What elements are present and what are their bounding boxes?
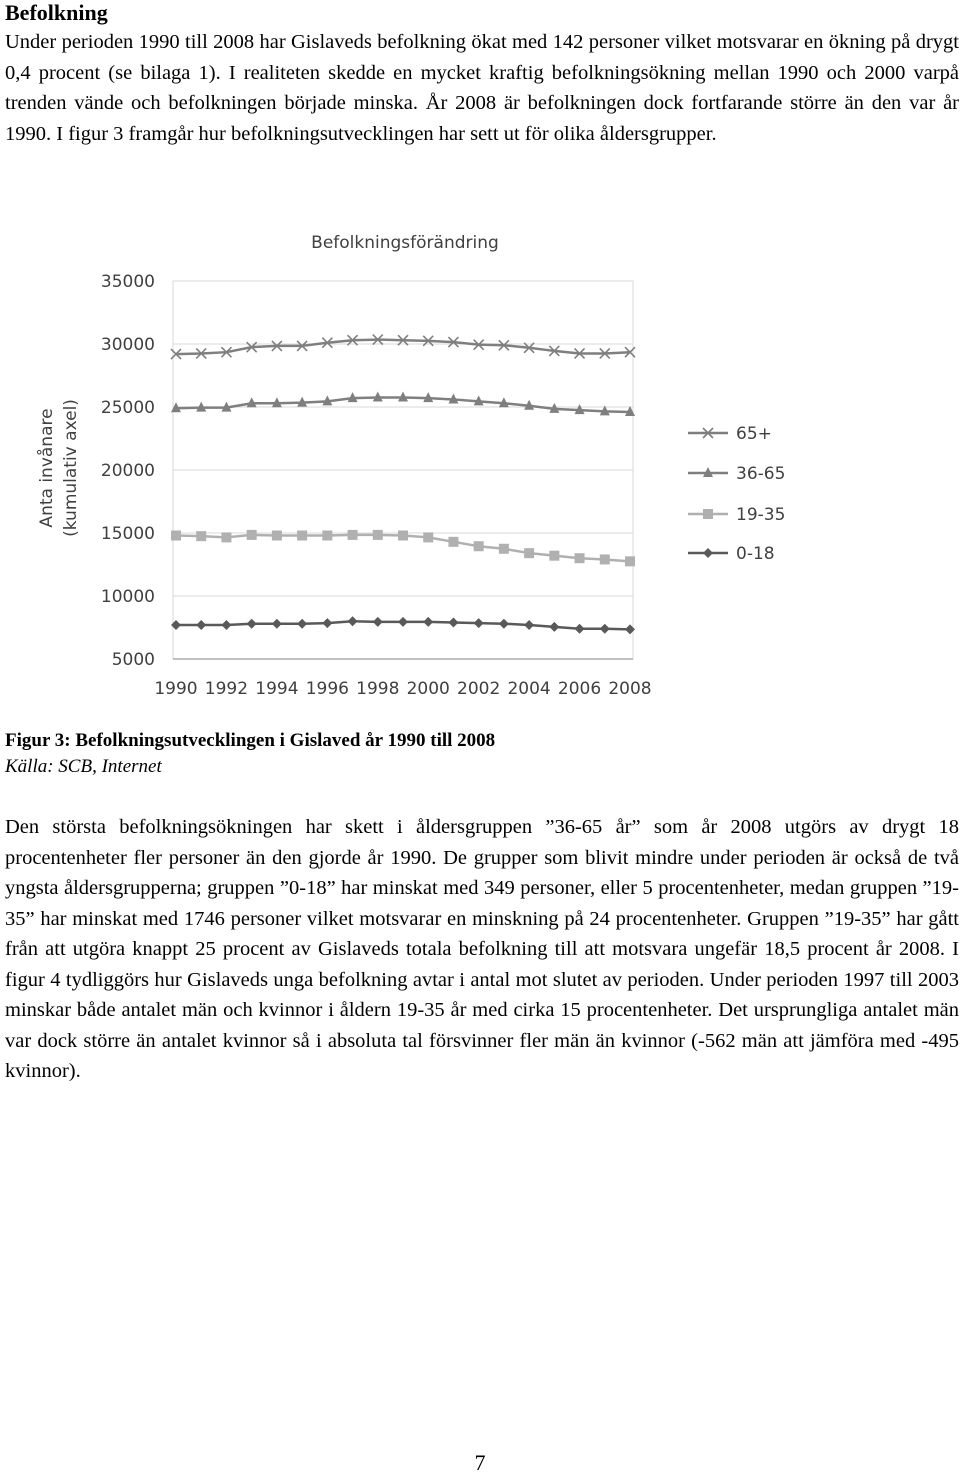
marker-diamond — [575, 624, 585, 634]
marker-diamond — [549, 622, 559, 632]
data-point — [348, 530, 358, 540]
legend-marker — [703, 509, 713, 519]
marker-square — [423, 532, 433, 542]
legend-item — [688, 505, 785, 525]
marker-diamond — [297, 619, 307, 629]
data-point — [600, 624, 610, 634]
series-19-35 — [171, 530, 635, 566]
x-tick-label: 2000 — [406, 679, 450, 699]
marker-diamond — [398, 617, 408, 627]
marker-diamond — [373, 617, 383, 627]
data-point — [272, 619, 282, 629]
x-tick-label: 2004 — [507, 679, 551, 699]
x-tick-label: 2006 — [557, 679, 602, 699]
data-point — [297, 531, 307, 541]
y-tick-label: 25000 — [100, 398, 155, 418]
data-point — [423, 532, 433, 542]
y-tick-label: 15000 — [100, 524, 155, 544]
marker-diamond — [196, 620, 206, 630]
data-point — [247, 530, 257, 540]
data-point — [221, 620, 231, 630]
marker-diamond — [322, 618, 332, 628]
section-heading: Befolkning — [5, 0, 108, 25]
marker-square — [600, 554, 610, 564]
x-tick-label: 1992 — [204, 679, 249, 699]
x-tick-label: 1998 — [356, 679, 400, 699]
data-point — [373, 617, 383, 627]
figure-source: Källa: SCB, Internet — [5, 756, 162, 777]
marker-square — [499, 544, 509, 554]
series-36-65 — [171, 392, 635, 416]
data-point — [474, 541, 484, 551]
data-point — [196, 620, 206, 630]
data-point — [549, 622, 559, 632]
y-axis-label-line2: (kumulativ axel) — [61, 399, 81, 537]
data-point — [348, 616, 358, 626]
page-number: 7 — [474, 1450, 486, 1475]
marker-diamond — [272, 619, 282, 629]
y-tick-label: 10000 — [100, 587, 155, 607]
data-point — [600, 554, 610, 564]
data-point — [423, 617, 433, 627]
data-point — [196, 531, 206, 541]
data-point — [448, 537, 458, 547]
marker-square — [575, 553, 585, 563]
x-tick-label: 2002 — [457, 679, 501, 699]
x-tick-label: 1996 — [305, 679, 349, 699]
marker-square — [398, 531, 408, 541]
marker-diamond — [524, 620, 534, 630]
legend-item — [688, 464, 785, 484]
marker-square — [272, 531, 282, 541]
chart-svg — [0, 220, 960, 720]
legend-label: 36-65 — [736, 464, 786, 484]
data-point — [272, 531, 282, 541]
y-tick-label: 30000 — [100, 335, 155, 355]
legend-label: 0-18 — [736, 544, 775, 564]
marker-square — [474, 541, 484, 551]
marker-square — [448, 537, 458, 547]
data-point — [575, 624, 585, 634]
data-point — [499, 544, 509, 554]
marker-square — [524, 548, 534, 558]
data-point — [398, 617, 408, 627]
marker-diamond — [703, 548, 713, 558]
marker-diamond — [247, 619, 257, 629]
data-point — [171, 531, 181, 541]
x-tick-label: 1994 — [255, 679, 299, 699]
marker-diamond — [348, 616, 358, 626]
marker-diamond — [499, 619, 509, 629]
x-tick-label: 1990 — [154, 679, 198, 699]
intro-paragraph: Under perioden 1990 till 2008 har Gislaveds befolkning ökat med 142 personer vilket motsvarar en ökning på drygt 0,4 procent (se bilaga 1). I realiteten skedde en mycket kraftig befolkningsökning mellan 1990 och 2000 varpå trenden vände och befolkningen började minska. År 2008 är befolkningen dock fortfarande större än den var år 1990. I figur 3 framgår hur befolkningsutvecklingen har sett ut för olika åldersgrupper. — [5, 31, 959, 145]
marker-diamond — [221, 620, 231, 630]
data-point — [373, 530, 383, 540]
data-point — [322, 618, 332, 628]
marker-square — [247, 530, 257, 540]
series-65+ — [171, 335, 635, 359]
data-point — [524, 620, 534, 630]
data-point — [398, 531, 408, 541]
marker-square — [549, 551, 559, 561]
series-line — [176, 340, 630, 354]
legend-label: 65+ — [736, 424, 772, 444]
population-chart — [0, 220, 960, 720]
legend-item — [688, 424, 772, 444]
marker-square — [348, 530, 358, 540]
legend-marker — [703, 548, 713, 558]
marker-square — [196, 531, 206, 541]
data-point — [625, 556, 635, 566]
marker-square — [703, 509, 713, 519]
marker-square — [171, 531, 181, 541]
marker-square — [221, 532, 231, 542]
y-axis-label-line1: Anta invånare — [37, 408, 57, 528]
data-point — [322, 531, 332, 541]
data-point — [499, 619, 509, 629]
marker-square — [373, 530, 383, 540]
data-point — [221, 532, 231, 542]
data-point — [474, 618, 484, 628]
body-paragraph: Den största befolkningsökningen har skett i åldersgruppen ”36-65 år” som år 2008 utgörs av drygt 18 procentenheter fler personer än den gjorde år 1990. De grupper som blivit mindre under perioden är också de två yngsta åldersgrupperna; gruppen ”0-18” har minskat med 349 personer, eller 5 procentenheter, medan gruppen ”19-35” har minskat med 1746 personer vilket motsvarar en minskning på 24 procentenheter. Gruppen ”19-35” har gått från att utgöra knappt 25 procent av Gislaveds totala befolkning till att motsvara ungefär 18,5 procent år 2008. I figur 4 tydliggörs hur Gislaveds unga befolkning avtar i antal mot slutet av perioden. Under perioden 1997 till 2003 minskar både antalet män och kvinnor i åldern 19-35 år med cirka 15 procentenheter. Det ursprungliga antalet män var dock större än antalet kvinnor så i absoluta tal försvinner fler män än kvinnor (-562 män att jämföra med -495 kvinnor). — [5, 816, 959, 1082]
data-point — [297, 619, 307, 629]
y-tick-label: 5000 — [111, 650, 155, 670]
marker-diamond — [448, 617, 458, 627]
data-point — [575, 553, 585, 563]
data-point — [448, 617, 458, 627]
marker-diamond — [423, 617, 433, 627]
x-tick-label: 2008 — [608, 679, 652, 699]
marker-diamond — [600, 624, 610, 634]
data-point — [247, 619, 257, 629]
y-tick-label: 35000 — [100, 272, 155, 292]
series-0-18 — [171, 616, 635, 634]
legend-label: 19-35 — [736, 505, 786, 525]
data-point — [524, 548, 534, 558]
marker-square — [322, 531, 332, 541]
marker-square — [625, 556, 635, 566]
chart-title: Befolkningsförändring — [311, 233, 499, 253]
data-point — [549, 551, 559, 561]
legend-item — [688, 544, 775, 564]
marker-diamond — [474, 618, 484, 628]
marker-square — [297, 531, 307, 541]
y-tick-label: 20000 — [100, 461, 155, 481]
figure-caption: Figur 3: Befolkningsutvecklingen i Gislaved år 1990 till 2008 — [5, 730, 496, 751]
